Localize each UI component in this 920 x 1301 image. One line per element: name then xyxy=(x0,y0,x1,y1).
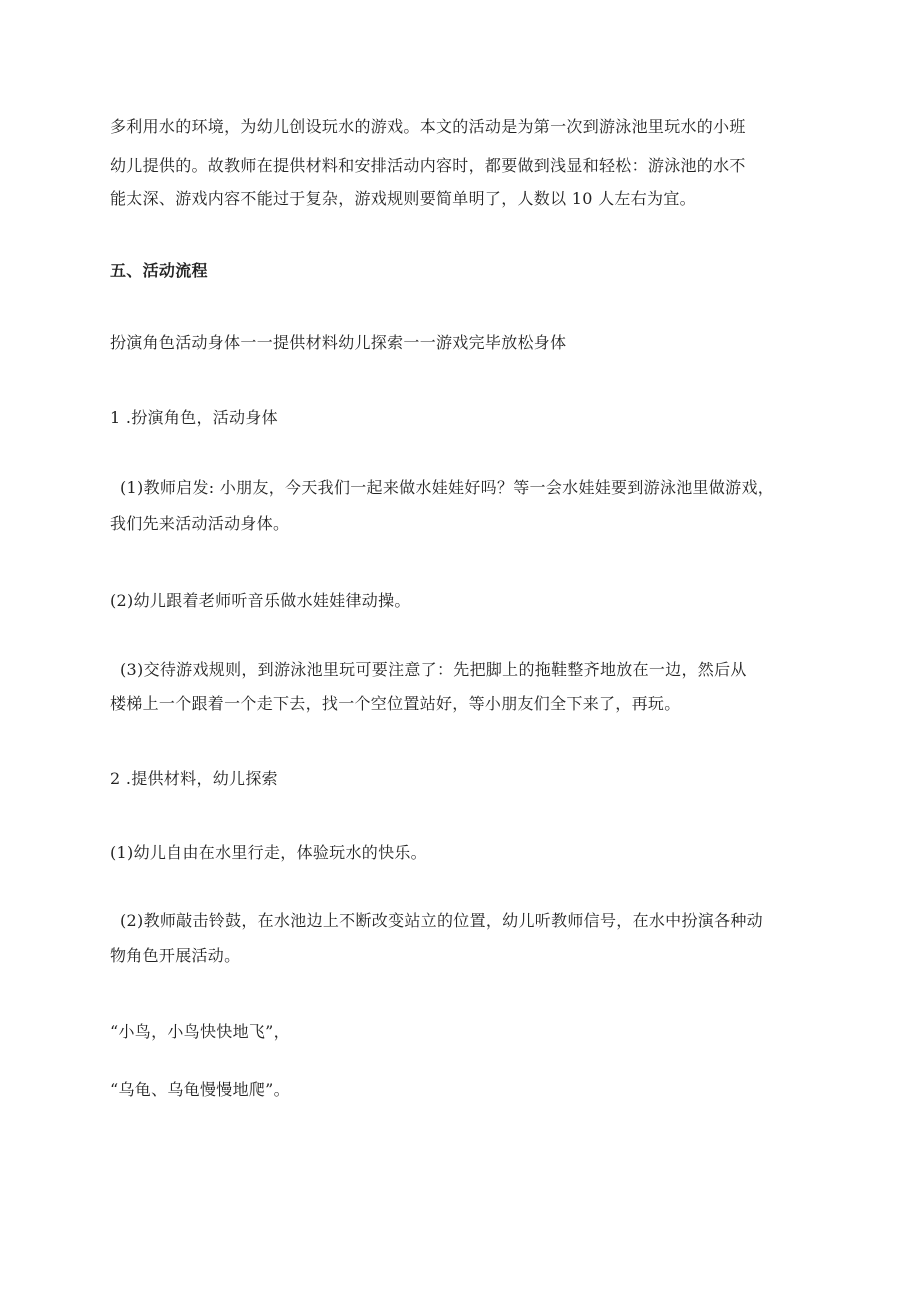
intro-line-3: 能太深、游戏内容不能过于复杂，游戏规则要简单明了，人数以 10 人左右为宜。 xyxy=(110,189,696,208)
step2-title: 2 .提供材料，幼儿探索 xyxy=(110,769,278,788)
step2-item1: (1)幼儿自由在水里行走，体验玩水的快乐。 xyxy=(110,843,427,862)
step1-item2: (2)幼儿跟着老师听音乐做水娃娃律动操。 xyxy=(110,591,411,610)
step1-item3-line1: (3)交待游戏规则，到游泳池里玩可要注意了：先把脚上的拖鞋整齐地放在一边，然后从 xyxy=(120,660,747,679)
quote-turtle: “乌龟、乌龟慢慢地爬”。 xyxy=(110,1080,290,1099)
quote-bird: “小鸟，小鸟快快地飞”， xyxy=(110,1022,290,1041)
step1-item1-line1: (1)教师启发: 小朋友，今天我们一起来做水娃娃好吗？等一会水娃娃要到游泳池里做游戏， xyxy=(120,478,775,497)
intro-line-1: 多利用水的环境，为幼儿创设玩水的游戏。本文的活动是为第一次到游泳池里玩水的小班 xyxy=(110,117,746,136)
step2-item2-line2: 物角色开展活动。 xyxy=(110,946,241,965)
intro-line-2: 幼儿提供的。故教师在提供材料和安排活动内容时，都要做到浅显和轻松：游泳池的水不 xyxy=(110,156,746,175)
section-heading: 五、活动流程 xyxy=(110,261,208,280)
flow-summary: 扮演角色活动身体一一提供材料幼儿探索一一游戏完毕放松身体 xyxy=(110,333,567,352)
step1-title: 1 .扮演角色，活动身体 xyxy=(110,408,278,427)
step1-item3-line2: 楼梯上一个跟着一个走下去，找一个空位置站好，等小朋友们全下来了，再玩。 xyxy=(110,694,681,713)
step2-item2-line1: (2)教师敲击铃鼓，在水池边上不断改变站立的位置，幼儿听教师信号，在水中扮演各种动 xyxy=(120,911,763,930)
step1-item1-line2: 我们先来活动活动身体。 xyxy=(110,514,290,533)
